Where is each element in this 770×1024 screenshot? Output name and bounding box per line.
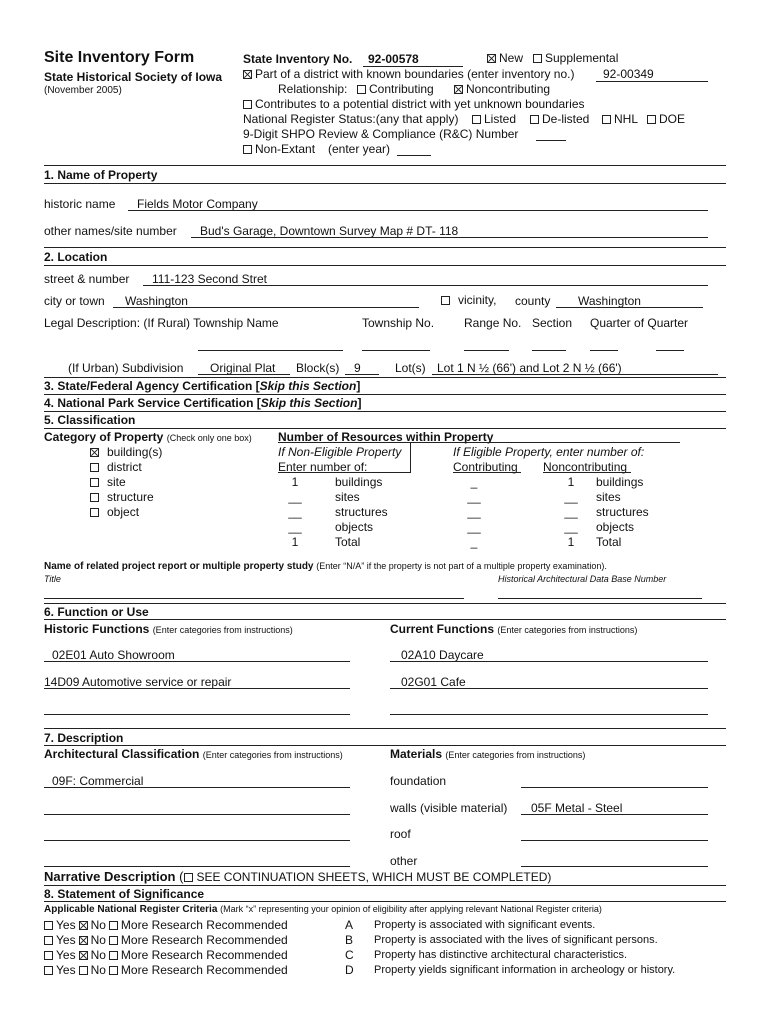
urban-subdivision-label: (If Urban) Subdivision: [68, 361, 184, 375]
more-research-label: More Research Recommended: [120, 918, 288, 932]
yes-checkbox[interactable]: [44, 921, 53, 930]
narrative-description: Narrative Description ( SEE CONTINUATION SHEETS, WHICH MUST BE COMPLETED): [44, 869, 552, 884]
criterion-b-row: [44, 934, 291, 946]
no-checkbox[interactable]: [79, 921, 88, 930]
relationship-label: Relationship:: [278, 82, 348, 96]
section-7-heading: 7. Description: [44, 731, 124, 745]
inventory-no-value[interactable]: 92-00578: [368, 52, 419, 66]
current-function-3[interactable]: [390, 714, 708, 715]
foundation-field[interactable]: [521, 787, 708, 788]
arch-classification-field-2[interactable]: [44, 814, 350, 815]
lots-value[interactable]: Lot 1 N ½ (66') and Lot 2 N ½ (66'): [437, 361, 622, 375]
shpo-label: 9-Digit SHPO Review & Compliance (R&C) Number: [243, 127, 519, 141]
arch-classification-field-3[interactable]: [44, 840, 350, 841]
listed-option[interactable]: Listed: [472, 113, 516, 125]
other-names-value[interactable]: Bud's Garage, Downtown Survey Map # DT- 118: [200, 224, 459, 238]
resource-type-label: objects: [335, 520, 374, 534]
criterion-letter: C: [345, 948, 354, 962]
category-checkbox[interactable]: [90, 448, 99, 457]
no-label: No: [90, 963, 106, 977]
non-eligible-count[interactable]: __: [288, 490, 302, 504]
criterion-text: Property is associated with the lives of significant persons.: [374, 934, 658, 946]
county-value[interactable]: Washington: [578, 294, 641, 308]
arch-classification-field-4[interactable]: [44, 866, 350, 867]
quarter-label: Quarter of Quarter: [590, 316, 689, 330]
city-value[interactable]: Washington: [125, 294, 188, 308]
yes-checkbox[interactable]: [44, 936, 53, 945]
nr-status-label: National Register Status:(any that apply): [243, 112, 459, 126]
non-eligible-count[interactable]: 1: [291, 475, 299, 489]
more-research-checkbox[interactable]: [109, 936, 118, 945]
non-extant-option[interactable]: Non-Extant: [243, 143, 315, 155]
section-1-heading: 1. Name of Property: [44, 168, 158, 182]
eligible-label: If Eligible Property, enter number of:: [453, 445, 645, 459]
historic-function-2[interactable]: 14D09 Automotive service or repair: [44, 675, 232, 689]
criterion-letter: B: [345, 933, 354, 947]
historic-name-value[interactable]: Fields Motor Company: [137, 197, 258, 211]
other-field[interactable]: [521, 866, 708, 867]
criterion-letter: D: [345, 963, 354, 977]
resource-type-label: sites: [596, 490, 621, 504]
category-option-1[interactable]: district: [90, 461, 142, 473]
yes-label: Yes: [56, 963, 76, 977]
potential-district-checkbox[interactable]: [243, 100, 252, 109]
contributing-checkbox[interactable]: [357, 85, 366, 94]
part-of-district-checkbox[interactable]: [243, 70, 252, 79]
legal-description-label: Legal Description: (If Rural) Township Name: [44, 316, 279, 330]
form-title: Site Inventory Form: [44, 49, 195, 66]
category-checkbox[interactable]: [90, 493, 99, 502]
resource-type-label: buildings: [596, 475, 644, 489]
criterion-c-row: [44, 949, 291, 961]
county-label: county: [515, 294, 551, 308]
noncontributing-count[interactable]: 1: [567, 475, 575, 489]
contributing-col: Contributing: [453, 460, 518, 474]
foundation-label: foundation: [390, 774, 447, 788]
yes-label: Yes: [56, 948, 76, 962]
doe-checkbox[interactable]: [647, 115, 656, 124]
part-of-district-option[interactable]: Part of a district with known boundaries (enter inventory no.): [243, 68, 575, 80]
potential-district-option[interactable]: Contributes to a potential district with yet unknown boundaries: [243, 98, 585, 110]
resource-type-label: Total: [596, 535, 622, 549]
contributing-option[interactable]: Contributing: [357, 83, 434, 95]
more-research-checkbox[interactable]: [109, 966, 118, 975]
supplemental-checkbox[interactable]: [533, 54, 542, 63]
city-label: city or town: [44, 294, 105, 308]
delisted-option[interactable]: De-listed: [530, 113, 589, 125]
more-research-label: More Research Recommended: [120, 948, 288, 962]
nhl-checkbox[interactable]: [602, 115, 611, 124]
no-checkbox[interactable]: [79, 966, 88, 975]
district-inventory-no[interactable]: 92-00349: [603, 67, 654, 81]
roof-label: roof: [390, 827, 411, 841]
noncontributing-count[interactable]: 1: [567, 535, 575, 549]
historic-function-3[interactable]: [44, 714, 350, 715]
noncontributing-count[interactable]: __: [564, 490, 578, 504]
category-option-2[interactable]: site: [90, 476, 126, 488]
no-label: No: [90, 933, 106, 947]
street-value[interactable]: 111-123 Second Stret: [152, 272, 267, 286]
criterion-d-row: [44, 964, 291, 976]
historic-name-label: historic name: [44, 197, 116, 211]
resource-type-label: sites: [335, 490, 360, 504]
category-checkbox[interactable]: [90, 508, 99, 517]
yes-checkbox[interactable]: [44, 966, 53, 975]
data-base-label: Historical Architectural Data Base Number: [498, 574, 667, 584]
quarter-field[interactable]: [590, 350, 618, 351]
roof-field[interactable]: [521, 840, 708, 841]
arch-classification-value[interactable]: 09F: Commercial: [52, 774, 144, 788]
section-label: Section: [532, 316, 573, 330]
inventory-no-label: State Inventory No.: [243, 52, 353, 66]
township-no-field[interactable]: [362, 350, 430, 351]
more-research-checkbox[interactable]: [109, 951, 118, 960]
category-checkbox[interactable]: [90, 463, 99, 472]
blocks-label: Block(s): [296, 361, 340, 375]
walls-value[interactable]: 05F Metal - Steel: [531, 801, 623, 815]
enter-number-label: Enter number of:: [278, 460, 368, 474]
noncontributing-count[interactable]: __: [564, 505, 578, 519]
historic-functions-heading: Historic Functions (Enter categories from instructions): [44, 622, 293, 636]
agency-name: State Historical Society of Iowa: [44, 70, 223, 84]
resource-type-label: objects: [596, 520, 635, 534]
criteria-heading: Applicable National Register Criteria (Mark “x” representing your opinion of eligibility after applying relevant National Register criteria): [44, 904, 602, 915]
related-study: Name of related project report or multiple property study (Enter “N/A” if the property is not part of a multiple property examination).: [44, 561, 607, 572]
new-option[interactable]: New: [487, 52, 523, 64]
blocks-value[interactable]: 9: [354, 361, 361, 375]
no-label: No: [90, 948, 106, 962]
other-label: other: [390, 854, 418, 868]
current-functions-heading: Current Functions (Enter categories from instructions): [390, 622, 638, 636]
resource-type-label: structures: [596, 505, 649, 519]
historic-function-1[interactable]: 02E01 Auto Showroom: [52, 648, 175, 662]
resource-type-label: structures: [335, 505, 388, 519]
current-function-2[interactable]: 02G01 Cafe: [401, 675, 466, 689]
range-no-label: Range No.: [464, 316, 522, 330]
arch-classification-heading: Architectural Classification (Enter categories from instructions): [44, 747, 343, 761]
section-5-heading: 5. Classification: [44, 413, 136, 427]
no-checkbox[interactable]: [79, 936, 88, 945]
nhl-option[interactable]: NHL: [602, 113, 638, 125]
contributing-count[interactable]: __: [467, 490, 481, 504]
yes-checkbox[interactable]: [44, 951, 53, 960]
street-label: street & number: [44, 272, 130, 286]
materials-heading: Materials (Enter categories from instructions): [390, 747, 586, 761]
yes-label: Yes: [56, 933, 76, 947]
range-no-field[interactable]: [464, 350, 509, 351]
category-option-4[interactable]: object: [90, 506, 139, 518]
criterion-a-row: [44, 919, 291, 931]
noncontributing-option[interactable]: Noncontributing: [454, 83, 550, 95]
no-checkbox[interactable]: [79, 951, 88, 960]
non-eligible-count[interactable]: 1: [291, 535, 299, 549]
more-research-label: More Research Recommended: [120, 963, 288, 977]
section-field[interactable]: [532, 350, 566, 351]
current-function-1[interactable]: 02A10 Daycare: [401, 648, 484, 662]
resources-label: Number of Resources within Property: [278, 430, 494, 444]
contributing-count[interactable]: _: [470, 475, 478, 489]
non-eligible-count[interactable]: __: [288, 505, 302, 519]
delisted-checkbox[interactable]: [530, 115, 539, 124]
contributing-count[interactable]: __: [467, 520, 481, 534]
noncontributing-checkbox[interactable]: [454, 85, 463, 94]
of-quarter-field[interactable]: [656, 350, 684, 351]
enter-year-label: (enter year): [328, 142, 391, 156]
resource-type-label: Total: [335, 535, 361, 549]
contributing-count[interactable]: _: [470, 535, 478, 549]
more-research-label: More Research Recommended: [120, 933, 288, 947]
criterion-text: Property is associated with significant events.: [374, 919, 596, 931]
lots-label: Lot(s): [395, 361, 426, 375]
non-eligible-count[interactable]: __: [288, 520, 302, 534]
criterion-letter: A: [345, 918, 354, 932]
criterion-text: Property has distinctive architectural characteristics.: [374, 949, 628, 961]
supplemental-option[interactable]: Supplemental: [533, 52, 618, 64]
category-option-0[interactable]: building(s): [90, 446, 162, 458]
category-option-3[interactable]: structure: [90, 491, 154, 503]
township-no-label: Township No.: [362, 316, 435, 330]
section-4-heading: 4. National Park Service Certification [Skip this Section]: [44, 396, 362, 410]
section-2-heading: 2. Location: [44, 250, 108, 264]
section-3-heading: 3. State/Federal Agency Certification [Skip this Section]: [44, 379, 361, 393]
section-8-heading: 8. Statement of Significance: [44, 887, 205, 901]
category-of-property: Category of Property (Check only one box): [44, 430, 252, 444]
new-checkbox[interactable]: [487, 54, 496, 63]
criterion-text: Property yields significant information in archeology or history.: [374, 964, 676, 976]
contributing-count[interactable]: __: [467, 505, 481, 519]
other-names-label: other names/site number: [44, 224, 177, 238]
township-name-field[interactable]: [198, 350, 343, 351]
non-extant-checkbox[interactable]: [243, 145, 252, 154]
vicinity-option[interactable]: vicinity,: [441, 294, 496, 306]
category-checkbox[interactable]: [90, 478, 99, 487]
vicinity-checkbox[interactable]: [441, 296, 450, 305]
resource-type-label: buildings: [335, 475, 383, 489]
revision-date: (November 2005): [44, 85, 122, 96]
noncontributing-col: Noncontributing: [543, 460, 628, 474]
yes-label: Yes: [56, 918, 76, 932]
more-research-checkbox[interactable]: [109, 921, 118, 930]
narrative-checkbox[interactable]: [184, 873, 193, 882]
walls-label: walls (visible material): [390, 801, 508, 815]
noncontributing-count[interactable]: __: [564, 520, 578, 534]
no-label: No: [90, 918, 106, 932]
section-6-heading: 6. Function or Use: [44, 605, 149, 619]
listed-checkbox[interactable]: [472, 115, 481, 124]
doe-option[interactable]: DOE: [647, 113, 685, 125]
data-base-number-field[interactable]: [498, 598, 702, 599]
non-eligible-label: If Non-Eligible Property: [278, 445, 402, 459]
subdivision-value[interactable]: Original Plat: [210, 361, 276, 375]
title-label: Title: [44, 574, 61, 584]
related-title-field[interactable]: [44, 598, 464, 599]
